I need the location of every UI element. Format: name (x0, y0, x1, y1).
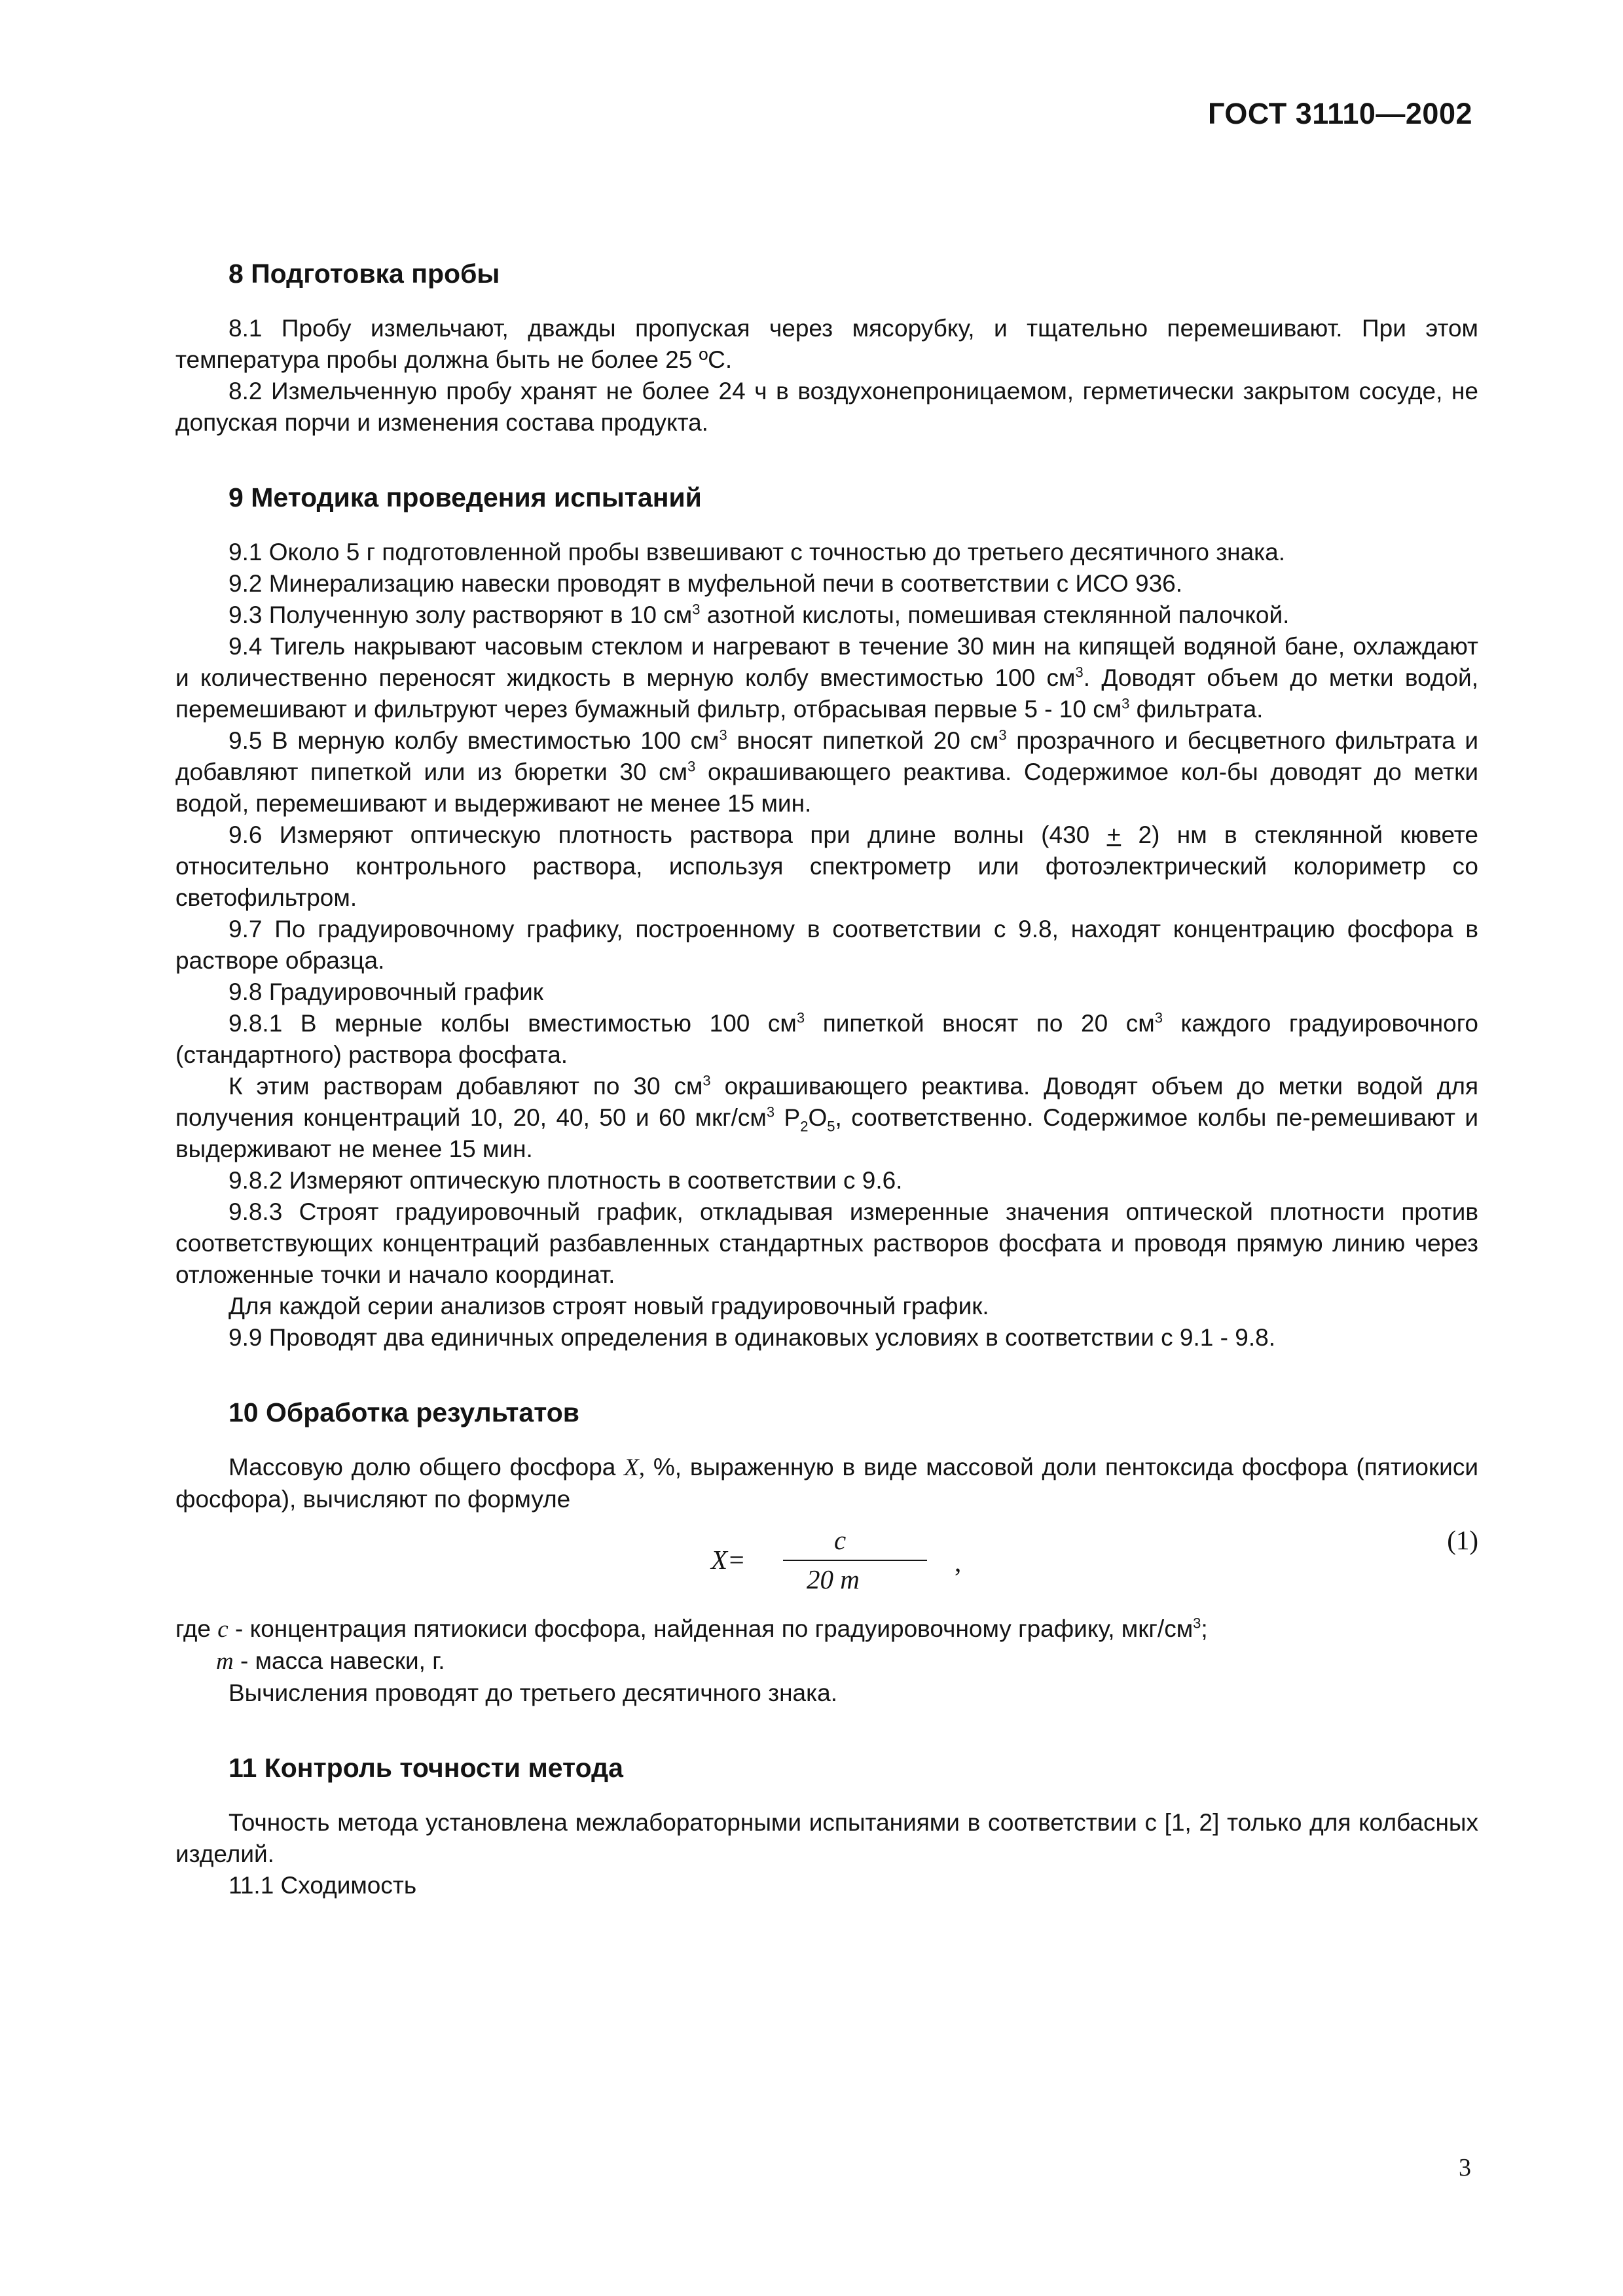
paragraph-9-8-3-cont: Для каждой серии анализов строят новый градуировочный график. (228, 1293, 989, 1319)
section-8-title: 8 Подготовка пробы (228, 259, 500, 289)
paragraph-10-calc: Вычисления проводят до третьего десятичного знака. (228, 1679, 837, 1706)
paragraph-9-2: 9.2 Минерализацию навески проводят в муфельной печи в соответствии с ИСО 936. (228, 570, 1183, 597)
paragraph-11-1: 11.1 Сходимость (228, 1872, 417, 1899)
paragraph-9-8-2: 9.8.2 Измеряют оптическую плотность в соответствии с 9.6. (228, 1167, 903, 1194)
paragraph-11-intro: Точность метода установлена межлабораторными испытаниями в соответствии с [1, 2] только для колбасных изделий. (175, 1809, 1478, 1867)
paragraph-9-8: 9.8 Градуировочный график (228, 978, 543, 1005)
paragraph-10-where: где c - концентрация пятиокиси фосфора, найденная по градуировочному графику, мкг/$см^3$; (175, 1615, 1208, 1643)
section-10-title: 10 Обработка результатов (228, 1397, 579, 1427)
paragraph-8-1: 8.1 Пробу измельчают, дважды пропуская через мясорубку, и тщательно перемешивают. При этом температура пробы должна быть не более 25 ºС. (175, 315, 1478, 373)
paragraph-10-m: m - масса навески, г. (216, 1647, 445, 1675)
section-11-title: 11 Контроль точности метода (228, 1753, 623, 1783)
paragraph-9-7: 9.7 По градуировочному графику, построенному в соответствии с 9.8, находят концентрацию фосфора в растворе образца. (175, 916, 1478, 974)
formula-denominator: 20 m (807, 1564, 860, 1594)
paragraph-8-2: 8.2 Измельченную пробу хранят не более 24 ч в воздухонепроницаемом, герметически закрытом сосуде, не допуская порчи и изменения состава продукта. (175, 378, 1478, 436)
formula-numerator: c (834, 1525, 847, 1555)
document-header: ГОСТ 31110—2002 (1207, 97, 1472, 130)
paragraph-10-intro: Массовую долю общего фосфора X, %, выраженную в виде массовой доли пентоксида фосфора (пятиокиси фосфора), вычисляют по формуле (175, 1454, 1478, 1513)
paragraph-9-4: 9.4 Тигель накрывают часовым стеклом и нагревают в течение 30 мин на кипящей водяной бане, охлаждают и количественно переносят жидкость в мерную колбу вместимостью 100 $см^3$. Доводят объем до метки водой, перемешивают и фильтруют через бумажный фильтр, отбрасывая первые 5 - 10 $см^3$ фильтрата. (175, 633, 1478, 723)
fraction-bar (783, 1560, 927, 1561)
paragraph-9-3: 9.3 Полученную золу растворяют в 10 $см^3$ азотной кислоты, помешивая стеклянной палочкой. (228, 601, 1290, 628)
paragraph-9-1: 9.1 Около 5 г подготовленной пробы взвешивают с точностью до третьего десятичного знака. (228, 539, 1286, 565)
paragraph-9-9: 9.9 Проводят два единичных определения в одинаковых условиях в соответствии с 9.1 - 9.8. (228, 1324, 1275, 1351)
formula-number: (1) (1447, 1525, 1478, 1555)
paragraph-9-5: 9.5 В мерную колбу вместимостью 100 $см^3$ вносят пипеткой 20 $см^3$ прозрачного и бесцветного фильтрата и добавляют пипеткой или из бюретки 30 $см^3$ окрашивающего реактива. Содержимое кол-бы доводят до метки водой, перемешивают и выдерживают не менее 15 мин. (175, 726, 1478, 817)
formula-expression (711, 1524, 986, 1596)
paragraph-9-8-1-cont: К этим растворам добавляют по 30 $см^3$ окрашивающего реактива. Доводят объем до метки водой для получения концентраций 10, 20, 40, 50 и 60 мкг/$см^3$ $P_2O_5$, соответственно. Содержимое колбы пе-ремешивают и выдерживают не менее 15 мин. (175, 1072, 1478, 1162)
paragraph-9-8-1: 9.8.1 В мерные колбы вместимостью 100 $см^3$ пипеткой вносят по 20 $см^3$ каждого градуировочного (стандартного) раствора фосфата. (175, 1009, 1479, 1068)
page-number: 3 (1459, 2154, 1471, 2181)
formula-lhs: X= (711, 1545, 746, 1575)
paragraph-9-6: 9.6 Измеряют оптическую плотность раствора при длине волны (430 + 2) нм в стеклянной кювете относительно контрольного раствора, используя спектрометр или фотоэлектрический колориметр со светофильтром. (175, 821, 1478, 911)
section-9-title: 9 Методика проведения испытаний (228, 482, 702, 512)
formula-1 (175, 1515, 1478, 1613)
paragraph-9-8-3: 9.8.3 Строят градуировочный график, откладывая измеренные значения оптической плотности против соответствующих концентраций разбавленных стандартных растворов фосфата и проводя прямую линию через отложенные точки и начало координат. (175, 1198, 1478, 1288)
formula-comma: , (955, 1547, 962, 1577)
document-body (175, 255, 1478, 1901)
